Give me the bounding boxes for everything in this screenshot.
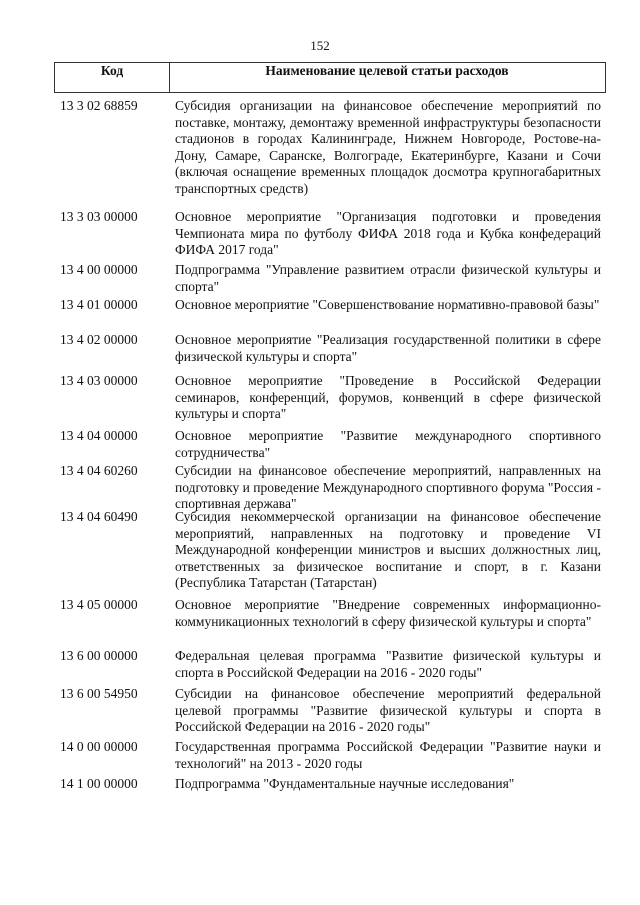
- row-code: 13 6 00 00000: [60, 648, 138, 663]
- row-code: 13 6 00 54950: [60, 686, 138, 701]
- row-code: 13 3 03 00000: [60, 209, 138, 224]
- row-code: 13 3 02 68859: [60, 98, 138, 113]
- header-code: Код: [55, 63, 170, 92]
- row-code: 13 4 02 00000: [60, 332, 138, 347]
- row-code: 13 4 00 00000: [60, 262, 138, 277]
- row-name: Основное мероприятие "Реализация государственной политики в сфере физической культуры и спорта": [175, 332, 601, 364]
- row-name: Государственная программа Российской Федерации "Развитие науки и технологий" на 2013 - 2020 годы: [175, 739, 601, 771]
- row-name: Федеральная целевая программа "Развитие физической культуры и спорта в Российской Федерации на 2016 - 2020 годы": [175, 648, 601, 680]
- header-name: Наименование целевой статьи расходов: [265, 63, 509, 78]
- row-name: Субсидия организации на финансовое обеспечение мероприятий по поставке, монтажу, демонтажу временной инфраструктуры безопасности стадионов в городах Калининграде, Нижнем Новгороде, Ростове-на-Дону, Самаре, Саранске, Волгограде, Екатеринбурге, Казани и Сочи (включая оснащение временных площадок досмотра крупногабаритных транспортных средств): [175, 98, 601, 196]
- row-name: Подпрограмма "Управление развитием отрасли физической культуры и спорта": [175, 262, 601, 294]
- row-name: Основное мероприятие "Развитие международного спортивного сотрудничества": [175, 428, 601, 460]
- row-name: Субсидия некоммерческой организации на финансовое обеспечение мероприятий, направленных на подготовку и проведение VI Международной конференции министров и высших должностных лиц, ответственных за физическое воспитание и спорт, в г. Казани (Республика Татарстан (Татарстан): [175, 509, 601, 591]
- row-name: Основное мероприятие "Совершенствование нормативно-правовой базы": [175, 297, 600, 312]
- row-code: 13 4 04 00000: [60, 428, 138, 443]
- row-code: 14 1 00 00000: [60, 776, 138, 791]
- row-code: 14 0 00 00000: [60, 739, 138, 754]
- row-name: Основное мероприятие "Проведение в Российской Федерации семинаров, конференций, форумов, конвенций в сфере физической культуры и спорта": [175, 373, 601, 422]
- row-name: Основное мероприятие "Внедрение современных информационно-коммуникационных технологий в сферу физической культуры и спорта": [175, 597, 601, 629]
- row-name: Подпрограмма "Фундаментальные научные исследования": [175, 776, 515, 791]
- row-code: 13 4 04 60260: [60, 463, 138, 478]
- row-name: Субсидии на финансовое обеспечение мероприятий федеральной целевой программы "Развитие физической культуры и спорта в Российской Федерации на 2016 - 2020 годы": [175, 686, 601, 735]
- row-name: Субсидии на финансовое обеспечение мероприятий, направленных на подготовку и проведение Международного спортивного форума "Россия - спортивная держава": [175, 463, 601, 512]
- page-number: 152: [310, 38, 330, 53]
- row-code: 13 4 04 60490: [60, 509, 138, 524]
- row-code: 13 4 05 00000: [60, 597, 138, 612]
- row-name: Основное мероприятие "Организация подготовки и проведения Чемпионата мира по футболу ФИФА 2018 года и Кубка конфедераций ФИФА 2017 года": [175, 209, 601, 258]
- table-header: [54, 62, 606, 93]
- row-code: 13 4 01 00000: [60, 297, 138, 312]
- row-code: 13 4 03 00000: [60, 373, 138, 388]
